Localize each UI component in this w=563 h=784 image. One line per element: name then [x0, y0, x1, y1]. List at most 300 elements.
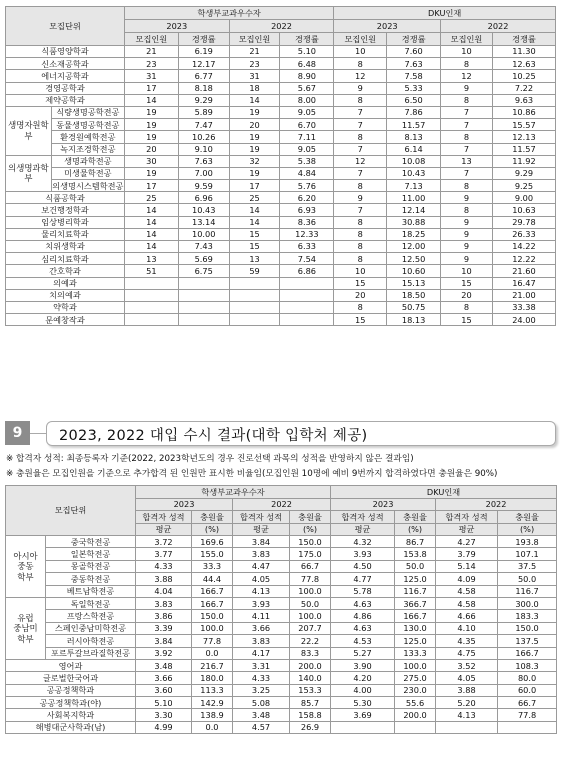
value-cell: 10 [441, 46, 493, 58]
value-cell: 20 [334, 289, 387, 301]
value-cell: 8 [334, 301, 387, 313]
value-cell: 193.8 [498, 536, 557, 548]
header-year: 2023 [124, 20, 229, 33]
value-cell: 5.20 [436, 697, 498, 709]
value-cell: 4.05 [436, 672, 498, 684]
header-rate: 경쟁률 [387, 33, 441, 46]
value-cell: 4.58 [436, 585, 498, 597]
header-year: 2023 [136, 498, 233, 511]
section-number: 9 [5, 421, 30, 445]
value-cell: 4.13 [233, 585, 290, 597]
value-cell: 31 [124, 70, 178, 82]
value-cell: 9.00 [492, 192, 555, 204]
value-cell: 4.58 [436, 597, 498, 609]
value-cell [280, 301, 334, 313]
value-cell: 7.00 [178, 167, 229, 179]
unit-name: 공공정책학과 [6, 684, 136, 696]
value-cell: 8 [334, 94, 387, 106]
value-cell: 37.5 [498, 560, 557, 572]
value-cell: 60.0 [498, 684, 557, 696]
value-cell: 18.13 [387, 314, 441, 326]
value-cell: 116.7 [498, 585, 557, 597]
value-cell: 3.25 [233, 684, 290, 696]
value-cell [229, 314, 280, 326]
value-cell: 9 [441, 82, 493, 94]
value-cell: 6.48 [280, 58, 334, 70]
value-cell: 5.10 [136, 697, 192, 709]
value-cell: 59 [229, 265, 280, 277]
value-cell: 7 [334, 167, 387, 179]
value-cell [229, 277, 280, 289]
section-connector [30, 433, 46, 434]
value-cell: 14.22 [492, 241, 555, 253]
value-cell: 5.69 [178, 253, 229, 265]
value-cell: 4.10 [436, 622, 498, 634]
table-admission-rates [5, 6, 556, 326]
table-row [6, 167, 556, 179]
value-cell: 5.67 [280, 82, 334, 94]
header-unit: 모집단위 [6, 486, 136, 536]
unit-name: 의생명시스템학전공 [52, 180, 124, 191]
value-cell: 3.39 [136, 622, 192, 634]
header-recruit: 모집인원 [441, 33, 493, 46]
value-cell: 7 [441, 143, 493, 155]
value-cell: 9 [441, 192, 493, 204]
value-cell: 150.0 [192, 610, 233, 622]
value-cell [124, 314, 178, 326]
unit-name: 해병대군사학과(남) [6, 721, 136, 733]
table-row [6, 301, 556, 313]
value-cell: 150.0 [290, 536, 331, 548]
unit-name: 생명과학전공 [51, 155, 124, 167]
value-cell: 10.25 [492, 70, 555, 82]
value-cell: 5.33 [387, 82, 441, 94]
value-cell: 4.11 [233, 610, 290, 622]
value-cell: 9.25 [492, 180, 555, 192]
value-cell: 7.13 [387, 180, 441, 192]
value-cell: 19 [124, 106, 178, 118]
value-cell: 14 [124, 241, 178, 253]
value-cell: 8.13 [387, 131, 441, 143]
value-cell: 153.8 [395, 548, 436, 560]
unit-name: 문예창작과 [6, 314, 125, 326]
table-row [6, 697, 557, 709]
value-cell: 14 [124, 228, 178, 240]
value-cell: 10.08 [387, 155, 441, 167]
table-row [6, 709, 557, 721]
value-cell: 7 [334, 143, 387, 155]
header-year: 2023 [331, 498, 436, 511]
value-cell: 150.0 [498, 622, 557, 634]
value-cell: 19 [124, 167, 178, 179]
table-row [6, 277, 556, 289]
value-cell: 77.8 [290, 573, 331, 585]
value-cell: 4.75 [436, 647, 498, 659]
value-cell: 55.6 [395, 697, 436, 709]
value-cell: 15 [334, 314, 387, 326]
value-cell: 23 [229, 58, 280, 70]
value-cell: 4.20 [331, 672, 395, 684]
table-row [6, 228, 556, 240]
value-cell: 83.3 [290, 647, 331, 659]
value-cell: 12.33 [280, 228, 334, 240]
value-cell: 7.54 [280, 253, 334, 265]
table-row [6, 585, 557, 597]
value-cell: 3.31 [233, 659, 290, 671]
value-cell: 166.7 [498, 647, 557, 659]
header-group-a: 학생부교과우수자 [124, 7, 333, 20]
unit-name: 치의예과 [6, 289, 125, 301]
value-cell: 29.78 [492, 216, 555, 228]
header-year: 2022 [441, 20, 556, 33]
header-avg: 평균 [233, 523, 290, 536]
value-cell: 33.3 [192, 560, 233, 572]
unit-name: 독일학전공 [46, 597, 136, 609]
value-cell: 9 [441, 216, 493, 228]
value-cell: 12.17 [178, 58, 229, 70]
header-year: 2022 [233, 498, 331, 511]
value-cell: 366.7 [395, 597, 436, 609]
header-year: 2022 [436, 498, 557, 511]
value-cell: 3.72 [136, 536, 192, 548]
unit-name: 의예과 [6, 277, 125, 289]
value-cell: 3.79 [436, 548, 498, 560]
value-cell: 5.14 [436, 560, 498, 572]
value-cell: 113.3 [192, 684, 233, 696]
value-cell: 9.05 [280, 143, 334, 155]
value-cell: 8 [334, 228, 387, 240]
value-cell [124, 277, 178, 289]
value-cell: 7.58 [387, 70, 441, 82]
value-cell: 169.6 [192, 536, 233, 548]
unit-name: 식품공학과 [6, 192, 125, 204]
value-cell: 4.50 [331, 560, 395, 572]
value-cell: 3.88 [136, 573, 192, 585]
header-unit: 모집단위 [6, 7, 125, 46]
value-cell: 14 [124, 204, 178, 216]
header-score: 합격자 성적 [233, 511, 290, 524]
value-cell: 4.63 [331, 622, 395, 634]
value-cell: 300.0 [498, 597, 557, 609]
value-cell: 50.0 [498, 573, 557, 585]
value-cell: 3.52 [436, 659, 498, 671]
table-row [6, 82, 556, 94]
value-cell: 4.53 [331, 635, 395, 647]
value-cell: 4.99 [136, 721, 192, 733]
value-cell: 14 [229, 204, 280, 216]
value-cell: 13 [229, 253, 280, 265]
value-cell: 20 [124, 143, 178, 155]
table-row [6, 610, 557, 622]
value-cell: 14 [124, 216, 178, 228]
unit-name: 경영공학과 [6, 82, 125, 94]
unit-name: 베트남학전공 [46, 585, 136, 597]
table-row [6, 659, 557, 671]
value-cell: 12.50 [387, 253, 441, 265]
value-cell: 77.8 [498, 709, 557, 721]
value-cell: 20 [441, 289, 493, 301]
table-row [6, 106, 556, 118]
value-cell: 50.0 [395, 560, 436, 572]
unit-name: 일본학전공 [46, 548, 136, 560]
value-cell: 50.0 [290, 597, 331, 609]
value-cell: 9 [334, 82, 387, 94]
value-cell: 4.13 [436, 709, 498, 721]
value-cell: 16.47 [492, 277, 555, 289]
value-cell: 5.89 [178, 106, 229, 118]
section-header [5, 420, 556, 446]
value-cell: 12.00 [387, 241, 441, 253]
unit-name: 공공정책학과(야) [6, 697, 136, 709]
value-cell [229, 289, 280, 301]
header-score: 합격자 성적 [136, 511, 192, 524]
unit-name: 영어과 [6, 659, 136, 671]
value-cell: 7 [334, 119, 387, 131]
table-row [6, 548, 557, 560]
table-row [6, 265, 556, 277]
value-cell: 108.3 [498, 659, 557, 671]
value-cell: 14 [229, 94, 280, 106]
header-rate: 경쟁률 [492, 33, 555, 46]
value-cell: 17 [229, 180, 280, 192]
value-cell: 19 [229, 131, 280, 143]
value-cell: 31 [229, 70, 280, 82]
value-cell: 66.7 [498, 697, 557, 709]
table-row [6, 58, 556, 70]
table-row [6, 622, 557, 634]
value-cell: 6.14 [387, 143, 441, 155]
value-cell: 8 [441, 204, 493, 216]
value-cell: 4.04 [136, 585, 192, 597]
value-cell: 12 [441, 70, 493, 82]
table-row [6, 94, 556, 106]
value-cell: 21.60 [492, 265, 555, 277]
header-recruit: 모집인원 [124, 33, 178, 46]
unit-name: 중국학전공 [46, 536, 136, 548]
value-cell: 3.88 [436, 684, 498, 696]
value-cell: 7.22 [492, 82, 555, 94]
header-recruit: 모집인원 [334, 33, 387, 46]
value-cell: 32 [229, 155, 280, 167]
table-row [6, 721, 557, 733]
value-cell: 3.86 [136, 610, 192, 622]
value-cell [280, 277, 334, 289]
value-cell: 0.0 [192, 721, 233, 733]
value-cell: 12.14 [387, 204, 441, 216]
value-cell: 155.0 [192, 548, 233, 560]
value-cell: 3.60 [136, 684, 192, 696]
value-cell: 19 [229, 167, 280, 179]
unit-name: 치위생학과 [6, 241, 125, 253]
value-cell: 216.7 [192, 659, 233, 671]
value-cell: 175.0 [290, 548, 331, 560]
value-cell [331, 721, 395, 733]
unit-name: 보건행정학과 [6, 204, 125, 216]
value-cell: 100.0 [290, 610, 331, 622]
value-cell: 7.43 [178, 241, 229, 253]
value-cell: 3.84 [233, 536, 290, 548]
value-cell: 4.00 [331, 684, 395, 696]
value-cell: 166.7 [192, 585, 233, 597]
table-admission-results [5, 485, 557, 734]
value-cell: 9.29 [492, 167, 555, 179]
value-cell: 8 [334, 58, 387, 70]
table-row [6, 143, 556, 155]
header-pct: (%) [290, 523, 331, 536]
value-cell: 19 [229, 106, 280, 118]
table-row [6, 253, 556, 265]
note-text: ※ 충원율은 모집인원을 기준으로 추가합격 된 인원만 표시한 비율임(모집인원 10명에 예비 9번까지 합격하였다면 충원율은 90%) [6, 469, 498, 479]
value-cell: 7 [334, 204, 387, 216]
value-cell: 8 [441, 131, 493, 143]
value-cell: 11.30 [492, 46, 555, 58]
value-cell: 3.66 [136, 672, 192, 684]
unit-name: 환경원예학전공 [51, 131, 124, 143]
value-cell: 10.43 [387, 167, 441, 179]
header-fill: 충원율 [290, 511, 331, 524]
value-cell: 8 [334, 241, 387, 253]
header-avg: 평균 [331, 523, 395, 536]
table-row [6, 131, 556, 143]
value-cell: 8 [441, 301, 493, 313]
unit-name: 스페인중남미학전공 [46, 622, 136, 634]
value-cell: 7.47 [178, 119, 229, 131]
value-cell: 17 [124, 180, 178, 192]
value-cell: 13 [441, 155, 493, 167]
table-row [6, 119, 556, 131]
value-cell: 5.78 [331, 585, 395, 597]
value-cell: 9.05 [280, 106, 334, 118]
value-cell: 6.20 [280, 192, 334, 204]
value-cell: 6.70 [280, 119, 334, 131]
unit-name: 동물생명공학전공 [51, 119, 124, 131]
table-row [6, 241, 556, 253]
unit-name: 글로벌한국어과 [6, 672, 136, 684]
value-cell: 207.7 [290, 622, 331, 634]
value-cell: 4.05 [233, 573, 290, 585]
value-cell: 8 [441, 58, 493, 70]
header-year: 2022 [229, 20, 334, 33]
unit-name: 프랑스학전공 [46, 610, 136, 622]
value-cell: 7 [441, 119, 493, 131]
value-cell: 6.19 [178, 46, 229, 58]
value-cell: 77.8 [192, 635, 233, 647]
value-cell: 9 [334, 192, 387, 204]
header-avg: 평균 [436, 523, 498, 536]
value-cell: 30.88 [387, 216, 441, 228]
table-row [6, 672, 557, 684]
value-cell [178, 277, 229, 289]
value-cell: 3.77 [136, 548, 192, 560]
value-cell: 4.47 [233, 560, 290, 572]
table-row [6, 46, 556, 58]
value-cell: 116.7 [395, 585, 436, 597]
value-cell: 4.27 [436, 536, 498, 548]
table-row [6, 597, 557, 609]
value-cell: 11.57 [492, 143, 555, 155]
value-cell: 9.63 [492, 94, 555, 106]
value-cell: 125.0 [395, 635, 436, 647]
value-cell: 7 [441, 167, 493, 179]
value-cell: 21 [229, 46, 280, 58]
value-cell: 107.1 [498, 548, 557, 560]
value-cell: 13 [124, 253, 178, 265]
section-title: 2023, 2022 대입 수시 결과(대학 입학처 제공) [59, 428, 368, 444]
value-cell: 13.14 [178, 216, 229, 228]
value-cell: 4.84 [280, 167, 334, 179]
header-rate: 경쟁률 [178, 33, 229, 46]
value-cell: 183.3 [498, 610, 557, 622]
value-cell: 3.93 [233, 597, 290, 609]
value-cell: 19 [229, 143, 280, 155]
value-cell: 9 [441, 228, 493, 240]
value-cell: 9 [441, 253, 493, 265]
value-cell: 3.83 [233, 548, 290, 560]
value-cell [280, 314, 334, 326]
value-cell: 25 [229, 192, 280, 204]
value-cell: 7 [441, 106, 493, 118]
value-cell: 7.63 [178, 155, 229, 167]
value-cell: 18.50 [387, 289, 441, 301]
value-cell: 85.7 [290, 697, 331, 709]
value-cell: 10.60 [387, 265, 441, 277]
unit-name: 식품영양학과 [6, 46, 125, 58]
unit-name: 임상병리학과 [6, 216, 125, 228]
unit-name: 신소재공학과 [6, 58, 125, 70]
value-cell: 3.84 [136, 635, 192, 647]
value-cell: 12.63 [492, 58, 555, 70]
value-cell: 3.93 [331, 548, 395, 560]
header-recruit: 모집인원 [229, 33, 280, 46]
header-group-b: DKU인재 [334, 7, 556, 20]
unit-name: 간호학과 [6, 265, 125, 277]
value-cell: 10 [334, 46, 387, 58]
unit-name: 포르투갈브라질학전공 [46, 647, 136, 659]
value-cell [395, 721, 436, 733]
value-cell: 12.13 [492, 131, 555, 143]
value-cell: 50.75 [387, 301, 441, 313]
value-cell: 5.08 [233, 697, 290, 709]
value-cell: 12.22 [492, 253, 555, 265]
value-cell: 100.0 [290, 585, 331, 597]
unit-name: 심리치료학과 [6, 253, 125, 265]
value-cell: 7.60 [387, 46, 441, 58]
value-cell: 180.0 [192, 672, 233, 684]
table-row [6, 635, 557, 647]
header-avg: 평균 [136, 523, 192, 536]
value-cell: 10.63 [492, 204, 555, 216]
group-cell: 유럽 중남미 학부 [6, 597, 46, 659]
value-cell: 4.33 [233, 672, 290, 684]
table-row [6, 204, 556, 216]
value-cell: 8.90 [280, 70, 334, 82]
value-cell: 5.10 [280, 46, 334, 58]
value-cell: 100.0 [192, 622, 233, 634]
value-cell: 3.69 [331, 709, 395, 721]
unit-name: 녹지조경학전공 [51, 143, 124, 155]
header-fill: 충원율 [192, 511, 233, 524]
table-row [6, 180, 556, 192]
group-cell: 아시아 중동 학부 [6, 536, 46, 598]
value-cell: 10.26 [178, 131, 229, 143]
value-cell: 19 [124, 119, 178, 131]
value-cell: 166.7 [192, 597, 233, 609]
value-cell: 8.36 [280, 216, 334, 228]
value-cell: 4.63 [331, 597, 395, 609]
value-cell: 15 [229, 241, 280, 253]
value-cell: 15 [441, 314, 493, 326]
unit-name: 약학과 [6, 301, 125, 313]
